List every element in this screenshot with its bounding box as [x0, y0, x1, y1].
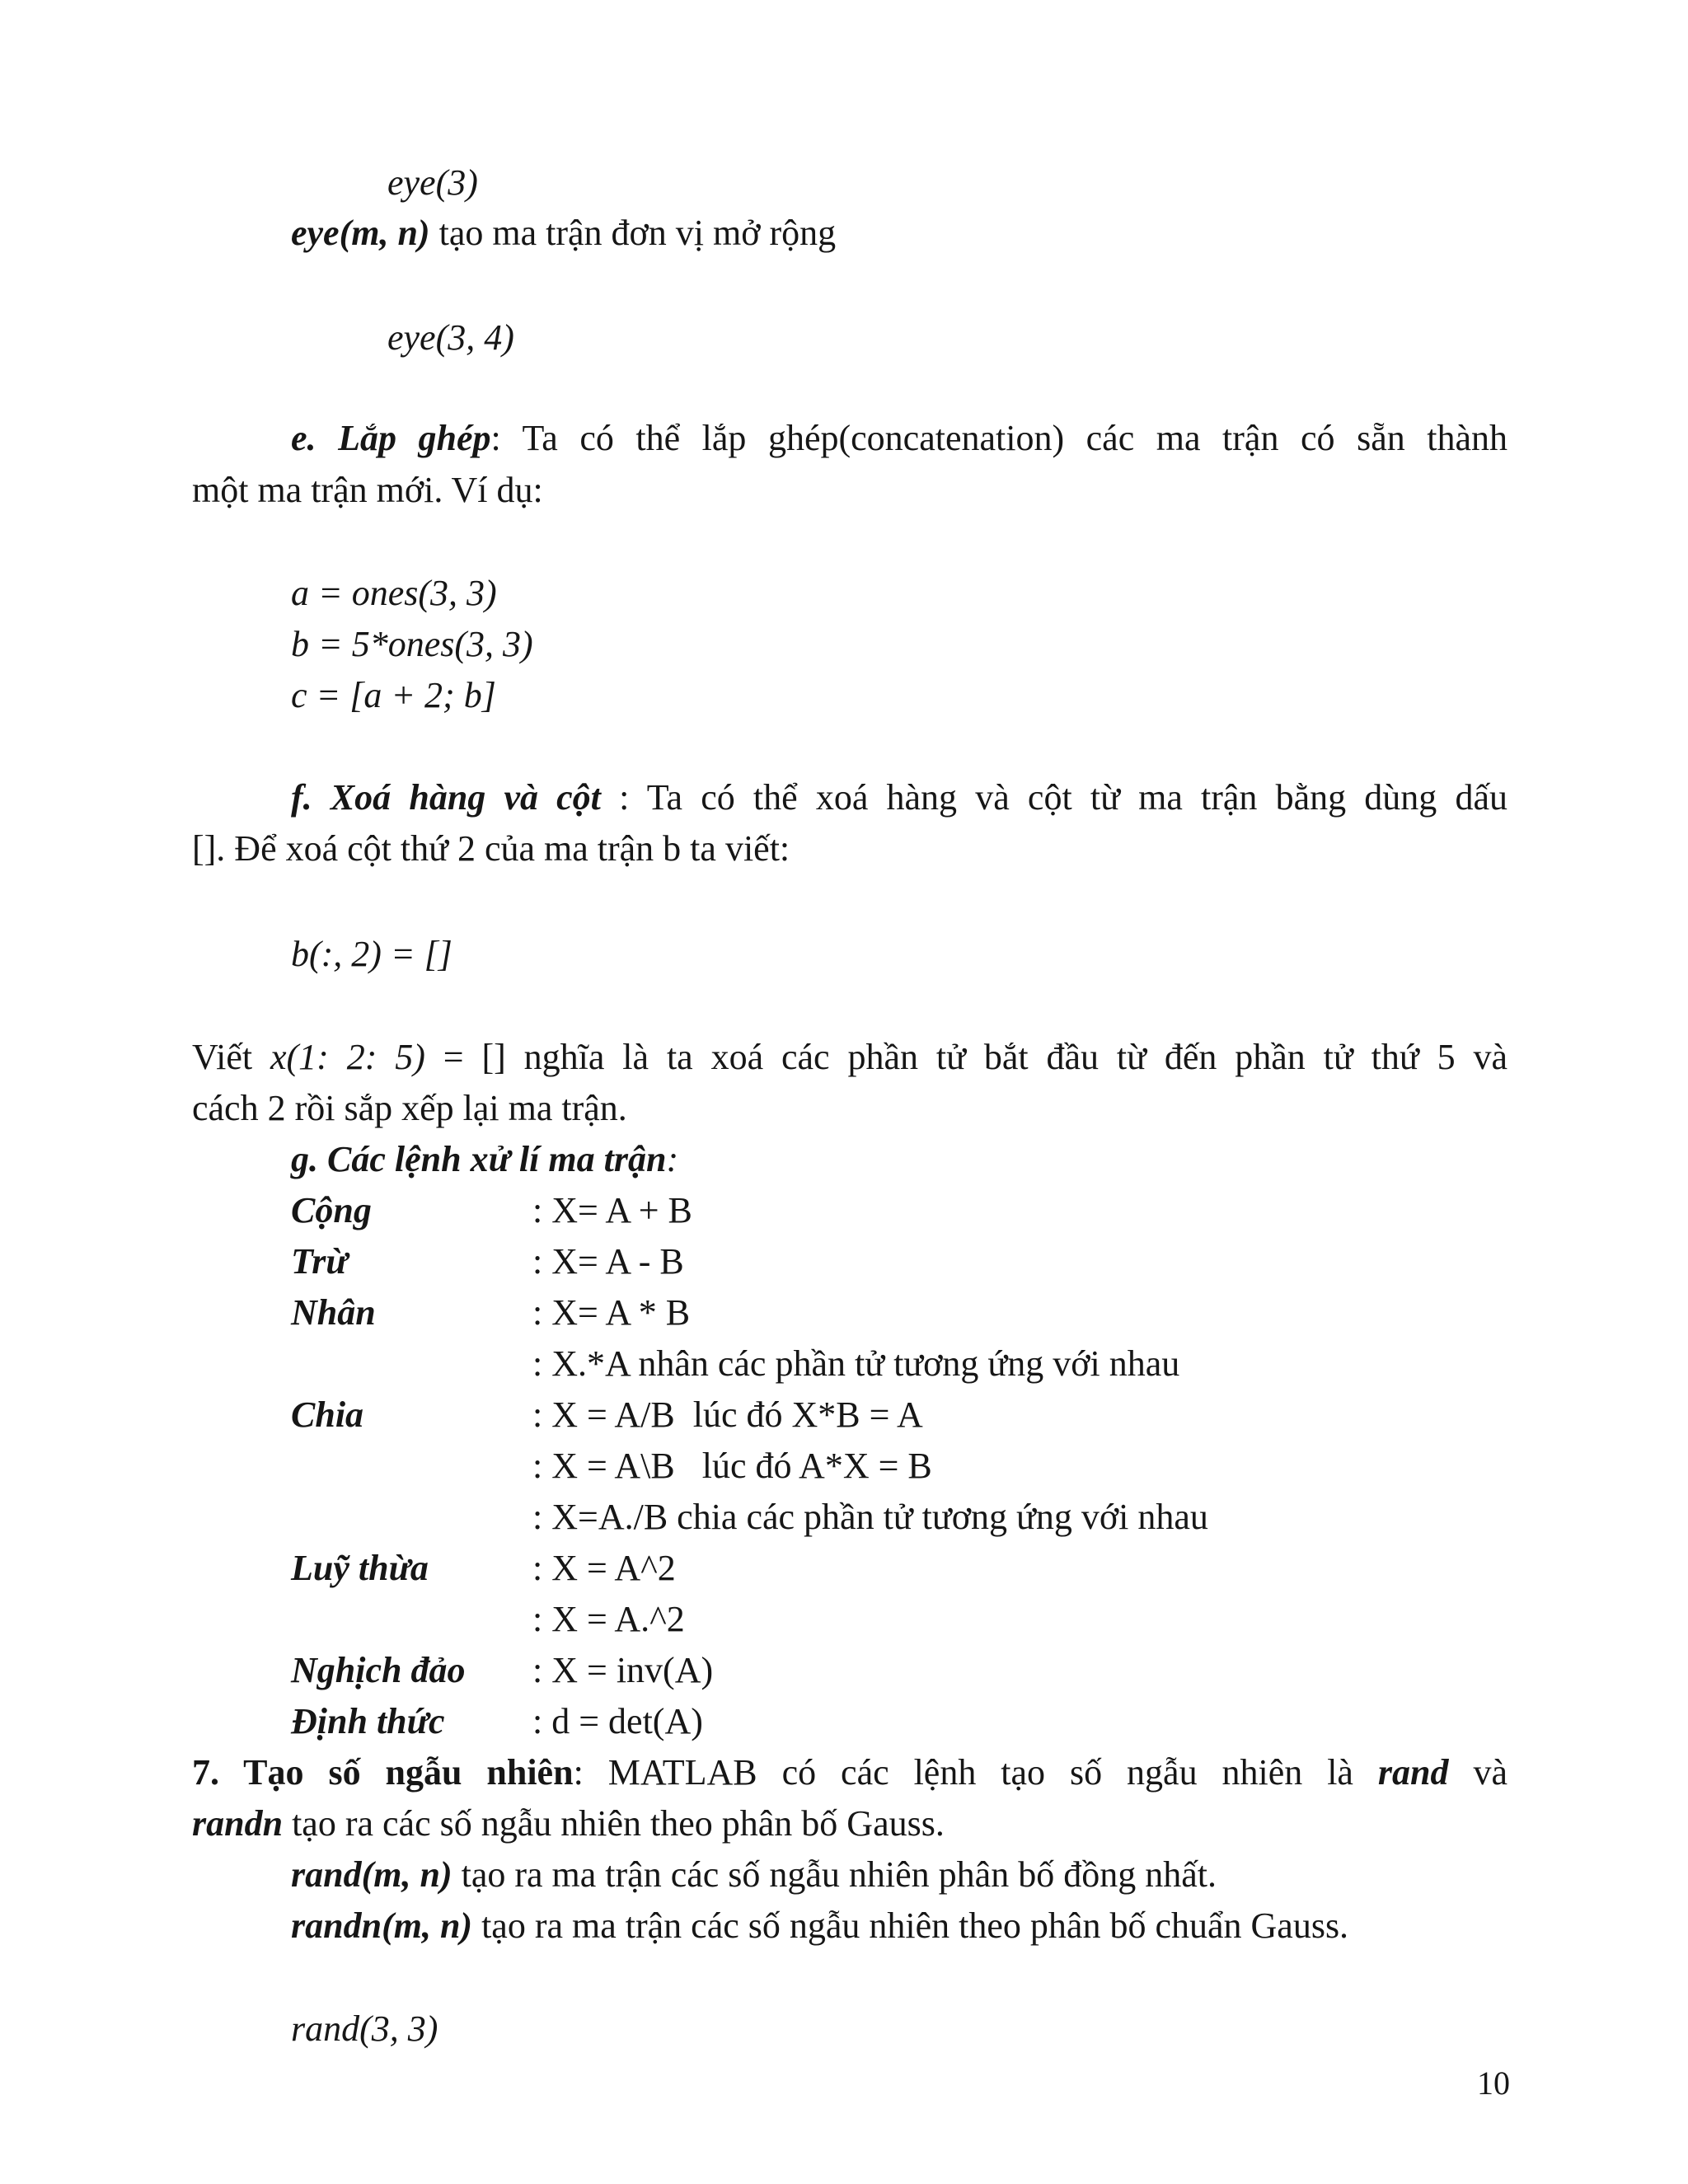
- op-text-inverse: : X = inv(A): [532, 1650, 714, 1690]
- section-f-line1: [192, 773, 1507, 823]
- code-line-c: c = [a + 2; b]: [291, 675, 496, 715]
- section-e-heading: e. Lắp ghép: [291, 418, 491, 458]
- section-7-text-b: và: [1448, 1752, 1507, 1793]
- op-label-add: Cộng: [291, 1190, 372, 1230]
- page-number: 10: [1477, 2064, 1510, 2102]
- section-e-line2: một ma trận mới. Ví dụ:: [192, 470, 543, 510]
- section-7-line1: [192, 1748, 1507, 1797]
- randn-mn-description: tạo ra ma trận các số ngẫu nhiên theo phân bố chuẩn Gauss.: [472, 1905, 1349, 1946]
- section-f-heading: f. Xoá hàng và cột: [291, 777, 601, 818]
- op-label-power: Luỹ thừa: [291, 1548, 429, 1588]
- viet-code: x(1: 2: 5): [270, 1037, 425, 1077]
- eye-mn-description: tạo ma trận đơn vị mở rộng: [429, 213, 837, 253]
- op-text-elementwise-multiply: : X.*A nhân các phần tử tương ứng với nhau: [532, 1343, 1180, 1384]
- op-text-right-divide: : X = A/B lúc đó X*B = A: [532, 1394, 923, 1435]
- viet-line2: cách 2 rồi sắp xếp lại ma trận.: [192, 1088, 627, 1128]
- op-text-multiply: : X= A * B: [532, 1292, 691, 1333]
- op-text-subtract: : X= A - B: [532, 1241, 684, 1282]
- section-g-colon: :: [666, 1139, 679, 1179]
- code-eye3: eye(3): [387, 162, 478, 203]
- section-7-text-c: tạo ra các số ngẫu nhiên theo phân bố Gauss.: [283, 1803, 945, 1844]
- section-7-rand: rand: [1377, 1752, 1449, 1793]
- code-delete-column: b(:, 2) = []: [291, 934, 452, 974]
- code-eye34: eye(3, 4): [387, 317, 514, 358]
- eye-mn-command: eye(m, n): [291, 213, 430, 253]
- randn-mn-line: [291, 1901, 1348, 1951]
- randn-mn-command: randn(m, n): [291, 1905, 473, 1946]
- rand-mn-description: tạo ra ma trận các số ngẫu nhiên phân bố đồng nhất.: [452, 1854, 1217, 1895]
- op-label-inverse: Nghịch đảo: [291, 1650, 466, 1690]
- viet-prefix: Viết: [192, 1037, 270, 1077]
- rand-mn-line: [291, 1850, 1217, 1900]
- code-line-a: a = ones(3, 3): [291, 573, 497, 613]
- op-text-add: : X= A + B: [532, 1190, 692, 1230]
- code-line-b: b = 5*ones(3, 3): [291, 624, 533, 664]
- op-label-divide: Chia: [291, 1394, 364, 1435]
- rand-mn-command: rand(m, n): [291, 1854, 452, 1895]
- eye-mn-line: [291, 209, 836, 258]
- op-label-subtract: Trừ: [291, 1241, 348, 1282]
- op-label-determinant: Định thức: [291, 1701, 445, 1741]
- section-f-line2: []. Để xoá cột thứ 2 của ma trận b ta viết:: [192, 828, 790, 869]
- section-e-line1: [192, 414, 1507, 463]
- section-7-line2: [192, 1799, 945, 1849]
- code-rand33: rand(3, 3): [291, 2008, 438, 2049]
- section-g-heading: g. Các lệnh xử lí ma trận: [291, 1139, 667, 1179]
- section-7-randn: randn: [192, 1803, 284, 1844]
- op-label-multiply: Nhân: [291, 1292, 376, 1333]
- section-g-heading-line: [291, 1135, 678, 1184]
- section-7-heading: 7. Tạo số ngẫu nhiên: [192, 1752, 574, 1793]
- section-f-text: : Ta có thể xoá hàng và cột từ ma trận bằng dùng dấu: [600, 777, 1507, 818]
- op-text-determinant: : d = det(A): [532, 1701, 703, 1741]
- section-e-text: : Ta có thể lắp ghép(concatenation) các ma trận có sẵn thành: [490, 418, 1508, 458]
- viet-rest: = [] nghĩa là ta xoá các phần tử bắt đầu từ đến phần tử thứ 5 và: [424, 1037, 1507, 1077]
- op-text-power: : X = A^2: [532, 1548, 676, 1588]
- viet-line1: [192, 1033, 1507, 1082]
- op-text-elementwise-power: : X = A.^2: [532, 1599, 685, 1639]
- section-7-text-a: : MATLAB có các lệnh tạo số ngẫu nhiên là: [573, 1752, 1378, 1793]
- op-text-elementwise-divide: : X=A./B chia các phần tử tương ứng với nhau: [532, 1497, 1208, 1537]
- op-text-left-divide: : X = A\B lúc đó A*X = B: [532, 1446, 932, 1486]
